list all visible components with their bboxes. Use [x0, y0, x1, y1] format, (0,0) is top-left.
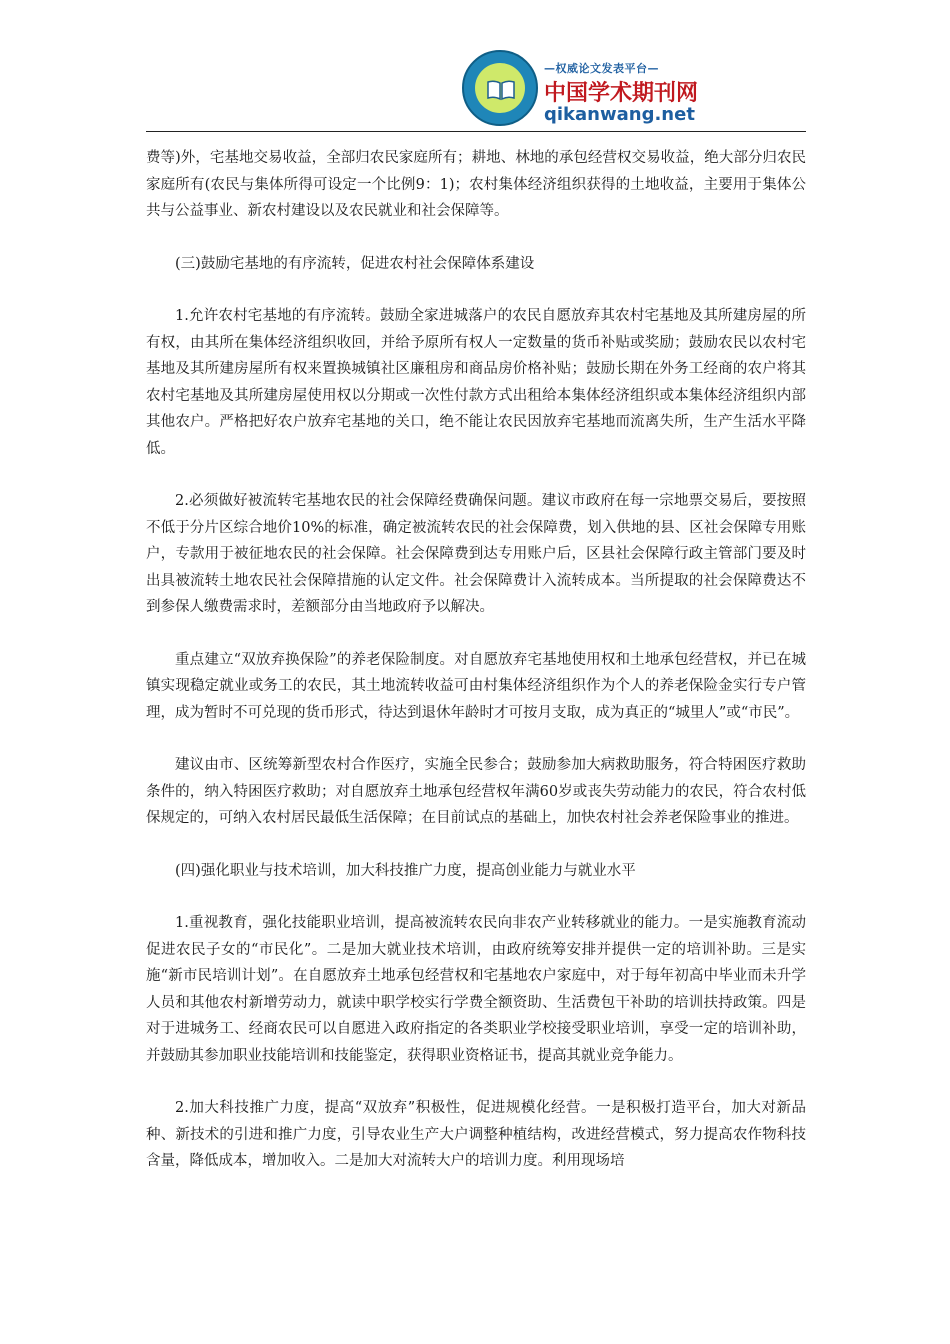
- book-icon: [486, 79, 516, 101]
- paragraph: 2.必须做好被流转宅基地农民的社会保障经费确保问题。建议市政府在每一宗地票交易后，要按照不低于分片区综合地价10%的标准，确定被流转农民的社会保障费，划入供地的县、区社会保障专用账户，专款用于被征地农民的社会保障。社会保障费到达专用账户后，区县社会保障行政主管部门要及时出具被流转土地农民社会保障措施的认定文件。社会保障费计入流转成本。当所提取的社会保障费达不到参保人缴费需求时，差额部分由当地政府予以解决。: [146, 493, 806, 615]
- section-heading: (三)鼓励宅基地的有序流转，促进农村社会保障体系建设: [175, 255, 535, 272]
- site-logo[interactable]: [462, 50, 699, 130]
- section-heading: (四)强化职业与技术培训，加大科技推广力度，提高创业能力与就业水平: [175, 862, 636, 879]
- paragraph: 1.允许农村宅基地的有序流转。鼓励全家进城落户的农民自愿放弃其农村宅基地及其所建房屋的所有权，由其所在集体经济组织收回，并给予原所有权人一定数量的货币补贴或奖励；鼓励农民以农村宅基地及其所建房屋所有权来置换城镇社区廉租房和商品房价格补贴；鼓励长期在外务工经商的农户将其农村宅基地及其所建房屋使用权以分期或一次性付款方式出租给本集体经济组织或本集体经济组织内部其他农户。严格把好农户放弃宅基地的关口，绝不能让农民因放弃宅基地而流离失所，生产生活水平降低。: [146, 308, 806, 457]
- paragraph: 1.重视教育，强化技能职业培训，提高被流转农民向非农产业转移就业的能力。一是实施教育流动促进农民子女的“市民化”。二是加大就业技术培训，由政府统筹安排并提供一定的培训补助。三是实施“新市民培训计划”。在自愿放弃土地承包经营权和宅基地农户家庭中，对于每年初高中毕业而未升学人员和其他农村新增劳动力，就读中职学校实行学费全额资助、生活费包干补助的培训扶持政策。四是对于进城务工、经商农民可以自愿进入政府指定的各类职业学校接受职业培训，享受一定的培训补助，并鼓励其参加职业技能培训和技能鉴定，获得职业资格证书，提高其就业竞争能力。: [146, 915, 806, 1064]
- logo-tagline: —权威论文发表平台—: [544, 62, 659, 75]
- logo-site-name: 中国学术期刊网: [544, 81, 699, 106]
- header-divider: [146, 131, 806, 132]
- logo-emblem: [462, 50, 538, 126]
- paragraph: 重点建立“双放弃换保险”的养老保险制度。对自愿放弃宅基地使用权和土地承包经营权，并已在城镇实现稳定就业或务工的农民，其土地流转收益可由村集体经济组织作为个人的养老保险金实行专户管理，成为暂时不可兑现的货币形式，待达到退休年龄时才可按月支取，成为真正的“城里人”或“市民”。: [146, 651, 806, 721]
- paragraph: 2.加大科技推广力度，提高“双放弃”积极性，促进规模化经营。一是积极打造平台，加大对新品种、新技术的引进和推广力度，引导农业生产大户调整种植结构，改进经营模式，努力提高农作物科技含量，降低成本，增加收入。二是加大对流转大户的培训力度。利用现场培: [146, 1100, 806, 1169]
- paragraph: 费等)外，宅基地交易收益，全部归农民家庭所有；耕地、林地的承包经营权交易收益，绝大部分归农民家庭所有(农民与集体所得可设定一个比例9：1)；农村集体经济组织获得的土地收益，主要用于集体公共与公益事业、新农村建设以及农民就业和社会保障等。: [146, 150, 806, 219]
- paragraph: 建议由市、区统筹新型农村合作医疗，实施全民参合；鼓励参加大病救助服务，符合特困医疗救助条件的，纳入特困医疗救助；对自愿放弃土地承包经营权年满60岁或丧失劳动能力的农民，符合农村低保规定的，可纳入农村居民最低生活保障；在目前试点的基础上，加快农村社会养老保险事业的推进。: [146, 757, 806, 826]
- logo-domain: qikanwang.net: [544, 104, 695, 125]
- article-body: [146, 145, 806, 1201]
